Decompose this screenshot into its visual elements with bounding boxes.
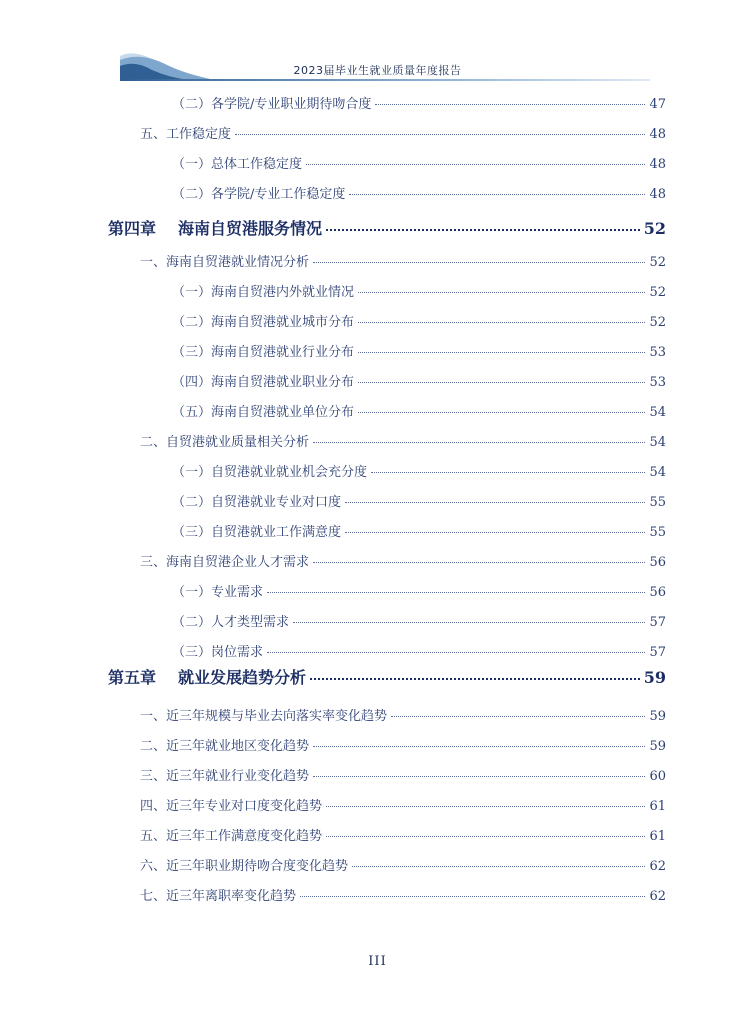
- toc-page-number: 59: [643, 668, 666, 687]
- toc-entry[interactable]: [108, 401, 666, 420]
- dot-leader: [326, 229, 640, 231]
- toc-entry[interactable]: [108, 765, 666, 784]
- dot-leader: [267, 592, 645, 593]
- toc-entry[interactable]: [108, 581, 666, 600]
- dot-leader: [313, 442, 645, 443]
- dot-leader: [352, 866, 645, 867]
- toc-page-number: 52: [649, 315, 666, 330]
- toc-entry-label: （二）各学院/专业工作稳定度: [172, 187, 346, 202]
- toc-page-number: 54: [649, 465, 666, 480]
- chapter-title: 就业发展趋势分析: [178, 668, 307, 687]
- toc-entry[interactable]: [108, 153, 666, 172]
- toc-entry[interactable]: [108, 795, 666, 814]
- dot-leader: [267, 652, 645, 653]
- toc-entry-label: （一）海南自贸港内外就业情况: [172, 285, 355, 300]
- toc-page-number: 52: [649, 285, 666, 300]
- toc-entry-label: （四）海南自贸港就业职业分布: [172, 375, 355, 390]
- dot-leader: [345, 502, 645, 503]
- toc-entry-label: 四、近三年专业对口度变化趋势: [140, 799, 323, 814]
- toc-entry[interactable]: [108, 251, 666, 270]
- toc-page-number: 59: [649, 709, 666, 724]
- toc-entry-label: （一）专业需求: [172, 585, 264, 600]
- toc-entry-label: 三、海南自贸港企业人才需求: [140, 555, 310, 570]
- toc-page-number: 54: [649, 405, 666, 420]
- toc-page-number: 57: [649, 615, 666, 630]
- toc-page-number: 48: [649, 127, 666, 142]
- toc-entry-label: 六、近三年职业期待吻合度变化趋势: [140, 859, 349, 874]
- toc-entry[interactable]: [108, 461, 666, 480]
- toc-entry[interactable]: [108, 885, 666, 904]
- toc-entry-label: （一）总体工作稳定度: [172, 157, 303, 172]
- toc-entry-label: 一、海南自贸港就业情况分析: [140, 255, 310, 270]
- toc-page-number: 52: [649, 255, 666, 270]
- page-number: III: [368, 954, 387, 969]
- dot-leader: [313, 746, 645, 747]
- toc-entry-label: 五、工作稳定度: [140, 127, 232, 142]
- toc-entry[interactable]: [108, 855, 666, 874]
- chapter-number: 第四章: [108, 219, 157, 238]
- toc-entry-label: 二、近三年就业地区变化趋势: [140, 739, 310, 754]
- toc-page-number: 52: [643, 219, 666, 238]
- toc-entry[interactable]: [108, 825, 666, 844]
- toc-entry[interactable]: [108, 183, 666, 202]
- toc-entry[interactable]: [108, 93, 666, 112]
- toc-entry-label: （二）人才类型需求: [172, 615, 290, 630]
- toc-page-number: 55: [649, 525, 666, 540]
- dot-leader: [310, 678, 640, 680]
- dot-leader: [313, 262, 645, 263]
- toc-entry-label: （三）岗位需求: [172, 645, 264, 660]
- toc-entry[interactable]: [108, 311, 666, 330]
- toc-page-number: 57: [649, 645, 666, 660]
- dot-leader: [345, 532, 645, 533]
- toc-entry[interactable]: [108, 641, 666, 660]
- chapter-title: 海南自贸港服务情况: [178, 219, 323, 238]
- toc-page-number: 53: [649, 345, 666, 360]
- toc-page-number: 56: [649, 555, 666, 570]
- dot-leader: [358, 382, 645, 383]
- toc-page-number: 55: [649, 495, 666, 510]
- dot-leader: [349, 194, 645, 195]
- toc-page-number: 61: [649, 829, 666, 844]
- toc-entry[interactable]: [108, 551, 666, 570]
- dot-leader: [358, 292, 645, 293]
- toc-entry[interactable]: [108, 611, 666, 630]
- toc-entry-label: 二、自贸港就业质量相关分析: [140, 435, 310, 450]
- report-title: 2023届毕业生就业质量年度报告: [293, 64, 462, 77]
- toc-entry-label: （二）各学院/专业职业期待吻合度: [172, 97, 372, 112]
- toc-page-number: 60: [649, 769, 666, 784]
- toc-entry-label: （二）自贸港就业专业对口度: [172, 495, 342, 510]
- dot-leader: [326, 806, 645, 807]
- toc-entry[interactable]: [108, 735, 666, 754]
- dot-leader: [371, 472, 645, 473]
- toc-page-number: 48: [649, 187, 666, 202]
- dot-leader: [306, 164, 645, 165]
- header-wave-decoration: [0, 0, 755, 95]
- toc-entry-label: （三）自贸港就业工作满意度: [172, 525, 342, 540]
- toc-entry-label: （三）海南自贸港就业行业分布: [172, 345, 355, 360]
- toc-chapter-entry[interactable]: [108, 665, 666, 688]
- dot-leader: [358, 352, 645, 353]
- toc-entry-label: 七、近三年离职率变化趋势: [140, 889, 297, 904]
- toc-chapter-entry[interactable]: [108, 216, 666, 239]
- dot-leader: [375, 104, 645, 105]
- dot-leader: [358, 322, 645, 323]
- toc-entry[interactable]: [108, 705, 666, 724]
- toc-entry[interactable]: [108, 521, 666, 540]
- dot-leader: [293, 622, 645, 623]
- toc-entry-label: （二）海南自贸港就业城市分布: [172, 315, 355, 330]
- toc-page-number: 56: [649, 585, 666, 600]
- page-header: [0, 0, 755, 95]
- toc-entry-label: （一）自贸港就业就业机会充分度: [172, 465, 368, 480]
- dot-leader: [391, 716, 645, 717]
- toc-page-number: 54: [649, 435, 666, 450]
- toc-entry-label: [108, 216, 322, 239]
- dot-leader: [313, 776, 645, 777]
- toc-page-number: 61: [649, 799, 666, 814]
- toc-entry-label: 五、近三年工作满意度变化趋势: [140, 829, 323, 844]
- toc-page-number: 48: [649, 157, 666, 172]
- toc-entry-label: 三、近三年就业行业变化趋势: [140, 769, 310, 784]
- toc-page-number: 53: [649, 375, 666, 390]
- toc-entry-label: （五）海南自贸港就业单位分布: [172, 405, 355, 420]
- toc-page-number: 62: [649, 859, 666, 874]
- toc-entry[interactable]: [108, 491, 666, 510]
- dot-leader: [313, 562, 645, 563]
- toc-entry[interactable]: [108, 431, 666, 450]
- toc-entry[interactable]: [108, 281, 666, 300]
- toc-entry-label: [108, 665, 306, 688]
- toc-entry[interactable]: [108, 341, 666, 360]
- dot-leader: [326, 836, 645, 837]
- dot-leader: [358, 412, 645, 413]
- toc-page-number: 47: [649, 97, 666, 112]
- toc-entry[interactable]: [108, 371, 666, 390]
- toc-entry[interactable]: [108, 123, 666, 142]
- toc-page-number: 59: [649, 739, 666, 754]
- toc-page-number: 62: [649, 889, 666, 904]
- dot-leader: [235, 134, 645, 135]
- toc-entry-label: 一、近三年规模与毕业去向落实率变化趋势: [140, 709, 388, 724]
- dot-leader: [300, 896, 645, 897]
- chapter-number: 第五章: [108, 668, 157, 687]
